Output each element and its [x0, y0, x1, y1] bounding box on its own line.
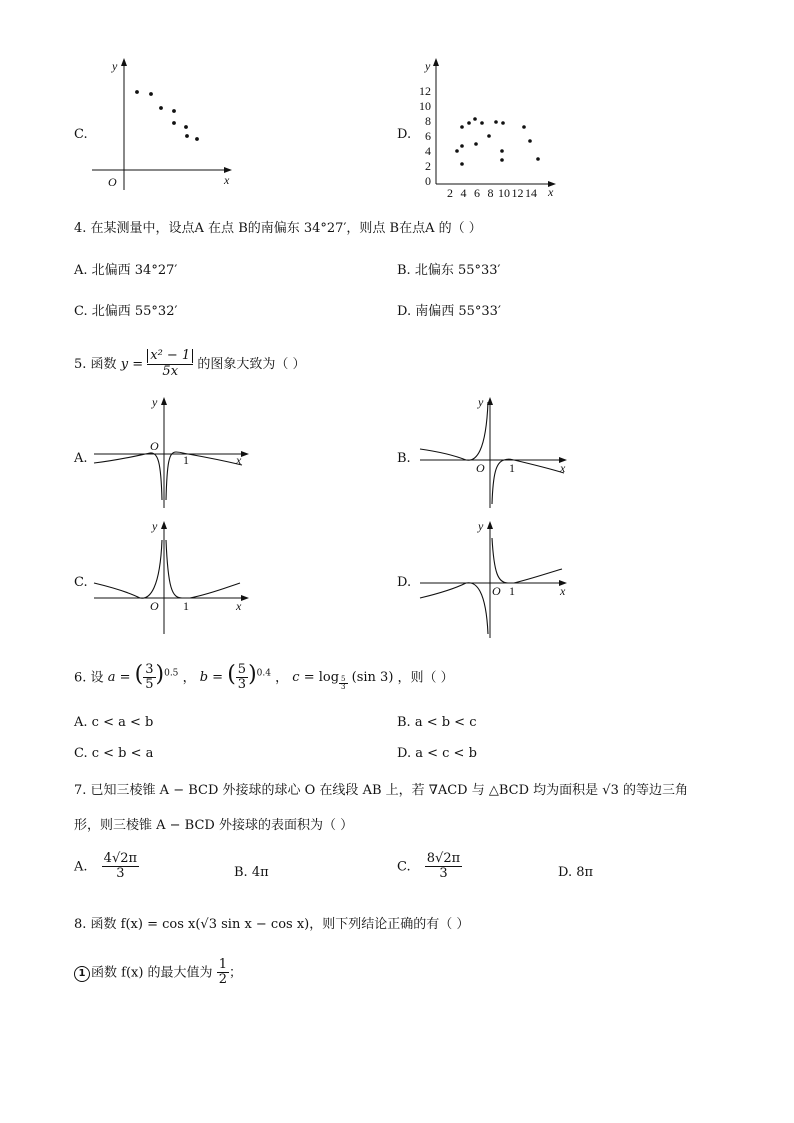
- q6-option-b[interactable]: B. a < b < c: [397, 715, 477, 730]
- x-tick-label: 12: [511, 186, 524, 198]
- q6-b-def: b = ( $\frac{5}{3}$ )$^{0.4}$: [199, 662, 271, 693]
- q8-item-1: [74, 958, 242, 988]
- q5-equals: =: [132, 356, 144, 372]
- q6-option-c[interactable]: C. c < b < a: [74, 746, 154, 761]
- curve-left: [94, 453, 162, 500]
- q3-scatter-d: [416, 56, 566, 198]
- x-axis-label: x: [236, 599, 242, 613]
- curve-left: [420, 402, 488, 460]
- q3-option-c-label[interactable]: C.: [74, 127, 88, 142]
- q6-prefix: 6. 设: [74, 670, 104, 686]
- x-tick-label: 10: [498, 186, 510, 198]
- q6-b-den: 3: [237, 677, 247, 693]
- q8-item-1-den: 2: [218, 972, 227, 988]
- q6-c-var: c: [292, 670, 300, 686]
- q5-option-b-label[interactable]: B.: [397, 451, 411, 466]
- y-axis-arrow: [121, 58, 127, 66]
- x-axis-arrow: [241, 451, 249, 457]
- q4-option-d[interactable]: D. 南偏西 55°33′: [397, 304, 501, 319]
- q7-c-num: 8√2π: [426, 851, 461, 866]
- x-tick-label: 14: [525, 186, 537, 198]
- tick-one: 1: [509, 461, 515, 475]
- q5-prefix: 5. 函数: [74, 356, 117, 372]
- q6-a-def: a = ( $\frac{3}{5}$ )$^{0.5}$: [107, 662, 179, 693]
- y-tick-labels: [419, 84, 431, 188]
- x-axis-label: x: [548, 185, 554, 198]
- y-tick-label: 0: [425, 174, 431, 188]
- q7-stem-line1: 7. 已知三棱锥 A − BCD 外接球的球心 O 在线段 AB 上，若 ∇ACD 与 △BCD 均为面积是 √3 的等边三角: [74, 783, 688, 798]
- q4-option-a[interactable]: A. 北偏西 34°27′: [74, 263, 178, 278]
- q5-option-c-label[interactable]: C.: [74, 575, 88, 590]
- x-tick-label: 8: [487, 186, 494, 198]
- origin-label: O: [476, 461, 485, 475]
- q6-log: log: [318, 670, 340, 686]
- q5-denominator: 5x: [147, 364, 193, 379]
- q8-item-1-end: ；: [228, 965, 242, 981]
- x-axis-arrow: [241, 595, 249, 601]
- curve-right: [492, 459, 564, 504]
- tick-one: 1: [183, 599, 189, 613]
- y-tick-label: 4: [425, 144, 431, 158]
- q5-y-var: y: [120, 356, 129, 372]
- q3-option-d-label[interactable]: D.: [397, 127, 412, 142]
- q8-stem: 8. 函数 f(x) = cos x(√3 sin x − cos x)，则下列结论正确的有（ ）: [74, 917, 470, 932]
- y-axis-arrow: [487, 521, 493, 529]
- q5-graph-b: [416, 394, 580, 512]
- q6-a-var: a: [107, 670, 116, 686]
- x-tick-labels: [447, 186, 537, 198]
- x-axis-label: x: [224, 173, 230, 187]
- y-tick-label: 12: [419, 84, 431, 98]
- q5-option-a-label[interactable]: A.: [74, 451, 88, 466]
- q6-sin: (sin 3): [351, 670, 394, 686]
- y-tick-label: 10: [419, 99, 431, 113]
- q4-option-c[interactable]: C. 北偏西 55°32′: [74, 304, 178, 319]
- q6-b-num: 5: [237, 662, 247, 678]
- q7-a-den: 3: [116, 866, 125, 882]
- q5-graph-a: [90, 394, 254, 512]
- x-tick-label: 4: [460, 186, 467, 198]
- y-axis-label: y: [478, 395, 484, 409]
- q8-item-1-text: 函数 f(x) 的最大值为: [91, 965, 213, 981]
- y-axis-arrow: [433, 58, 439, 66]
- y-axis-arrow: [161, 521, 167, 529]
- curve-left: [420, 583, 488, 634]
- q6-stem: 6. 设 a = ( $\frac{3}{5}$ )$^{0.5}$ ， b = ( $\frac{5}{3}$ )$^{0.4}$ ， c = log $\frac{5}{3}$ (sin 3) ，则（ ）: [74, 662, 454, 693]
- q4-stem: 4. 在某测量中，设点A 在点 B的南偏东 34°27′，则点 B在点A 的（ ）: [74, 221, 482, 236]
- q7-c-den: 3: [439, 866, 448, 882]
- q4-option-b[interactable]: B. 北偏东 55°33′: [397, 263, 501, 278]
- scatter-points: [455, 117, 540, 166]
- y-axis-label: y: [152, 519, 158, 533]
- origin-label: O: [108, 175, 117, 189]
- x-axis-label: x: [560, 461, 566, 475]
- origin-label: O: [150, 599, 159, 613]
- y-axis-label: y: [478, 519, 484, 533]
- x-tick-label: 2: [447, 186, 453, 198]
- q7-stem-line2: 形，则三棱锥 A − BCD 外接球的表面积为（ ）: [74, 818, 354, 833]
- q6-b-exp: 0.4: [256, 669, 271, 679]
- curve-right: [166, 540, 240, 598]
- y-tick-label: 8: [425, 114, 431, 128]
- q6-option-a[interactable]: A. c < a < b: [74, 715, 154, 730]
- curve-left: [94, 540, 162, 598]
- y-axis-label: y: [152, 395, 158, 409]
- q6-log-num: 5: [341, 674, 346, 683]
- q6-option-d[interactable]: D. a < c < b: [397, 746, 477, 761]
- q7-a-label: A.: [74, 859, 88, 875]
- q7-option-b[interactable]: B. 4π: [234, 865, 269, 880]
- q5-numerator: x² − 1: [147, 349, 193, 363]
- x-axis-label: x: [560, 584, 566, 598]
- q3-scatter-c: [88, 56, 238, 196]
- q6-suffix: ，则（ ）: [397, 670, 454, 686]
- q7-a-num: 4√2π: [103, 851, 138, 866]
- q7-c-label: C.: [397, 859, 411, 875]
- origin-label: O: [150, 439, 159, 453]
- q5-fraction: [147, 349, 193, 380]
- q6-a-den: 5: [145, 677, 154, 693]
- curve-right: [166, 452, 242, 500]
- q6-a-exp: 0.5: [164, 669, 179, 679]
- y-axis-label: y: [425, 59, 431, 73]
- q5-graph-d: [416, 518, 580, 640]
- y-axis-label: y: [112, 59, 118, 73]
- q6-a-num: 3: [145, 662, 154, 678]
- tick-one: 1: [183, 453, 189, 467]
- y-tick-label: 6: [425, 129, 431, 143]
- x-axis-label: x: [236, 453, 242, 467]
- q6-log-den: 3: [341, 683, 346, 692]
- q5-option-d-label[interactable]: D.: [397, 575, 412, 590]
- origin-label: O: [492, 584, 501, 598]
- q5-stem: [74, 349, 306, 380]
- curve-right: [492, 538, 562, 583]
- scatter-points: [135, 90, 199, 141]
- q7-option-a[interactable]: [74, 852, 139, 882]
- q7-option-c[interactable]: [397, 852, 462, 882]
- y-tick-label: 2: [425, 159, 431, 173]
- tick-one: 1: [509, 584, 515, 598]
- q7-option-d[interactable]: D. 8π: [558, 865, 594, 880]
- q8-item-1-num: 1: [218, 957, 227, 972]
- q6-c-def: c = log $\frac{5}{3}$ (sin 3): [292, 670, 394, 692]
- x-tick-label: 6: [474, 186, 480, 198]
- circled-one-icon: 1: [74, 966, 90, 982]
- y-axis-arrow: [161, 397, 167, 405]
- q6-b-var: b: [199, 670, 209, 686]
- q5-suffix: 的图象大致为（ ）: [197, 356, 306, 372]
- q5-graph-c: [90, 518, 254, 636]
